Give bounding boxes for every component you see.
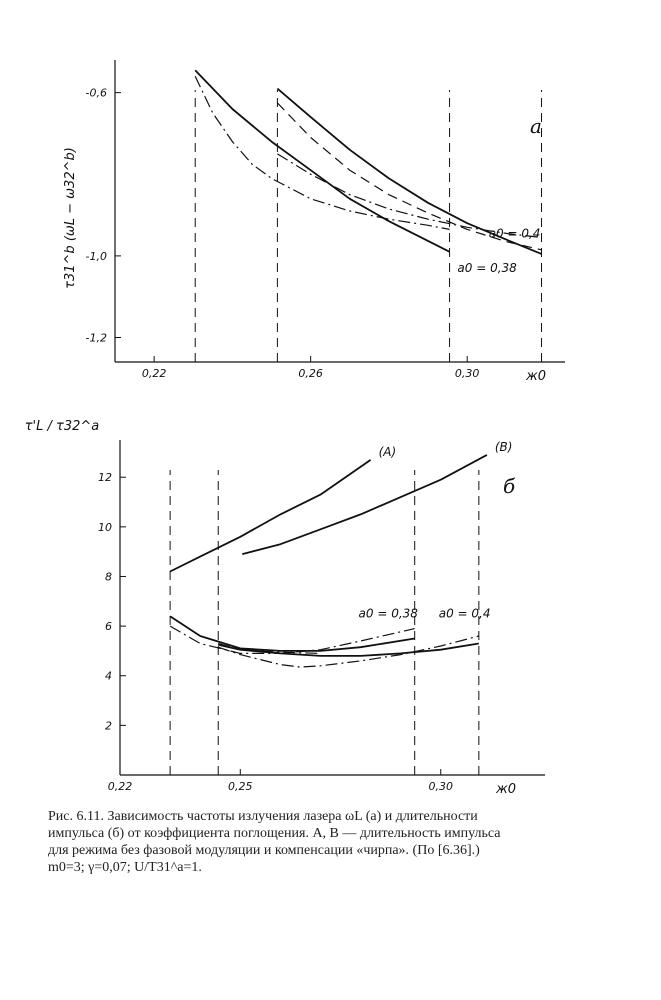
series-line-4 (170, 626, 415, 653)
panel-letter: б (503, 474, 516, 498)
y-tick-label: 10 (98, 520, 112, 534)
x-tick-label: 0,22 (141, 367, 167, 380)
curve-annotation: a0 = 0,38 (358, 606, 418, 621)
chart-panel-b (25, 419, 545, 797)
y-tick-label: -1,2 (85, 331, 107, 345)
series-line-1 (195, 70, 449, 252)
series-line-2 (195, 76, 449, 229)
y-axis-label: τ31^b (ωL − ω32^b) (63, 147, 78, 289)
caption-line-1: Рис. 6.11. Зависимость частоты излучения лазера ωL (a) и длительности (48, 809, 478, 824)
curve-annotation: a0 = 0,4 (438, 606, 491, 621)
y-tick-label: -1,0 (85, 249, 107, 263)
series-line-3 (170, 616, 415, 651)
x-tick-label: 0,22 (107, 780, 133, 793)
x-axis-label: ж0 (496, 782, 516, 797)
caption-line-2: импульса (б) от коэффициента поглощения. A, B — длительность импульса (48, 826, 501, 841)
series-line-5 (277, 154, 541, 238)
x-tick-label: 0,30 (428, 780, 454, 793)
figure-caption (48, 808, 608, 876)
y-tick-label: -0,6 (85, 86, 107, 100)
y-tick-label: 6 (105, 620, 112, 634)
series-line-2 (242, 455, 487, 554)
y-tick-label: 8 (105, 570, 112, 584)
curve-annotation: a0 = 0,4 (488, 226, 541, 241)
series-name-label: (A) (378, 444, 397, 459)
y-tick-label: 4 (105, 669, 112, 683)
caption-line-3: для режима без фазовой модуляции и компенсации «чирпа». (По [6.36].) (48, 843, 480, 858)
caption-line-4: m0=3; γ=0,07; U/T31^a=1. (48, 860, 202, 875)
series-name-label: (B) (494, 439, 513, 454)
x-tick-label: 0,30 (454, 367, 480, 380)
panel-letter: а (530, 114, 542, 138)
chart-panel-a (63, 60, 565, 384)
y-axis-label: τ'L / τ32^a (24, 419, 100, 434)
x-tick-label: 0,25 (228, 780, 253, 793)
x-axis-label: ж0 (526, 369, 546, 384)
curve-annotation: a0 = 0,38 (457, 261, 517, 276)
series-line-1 (170, 460, 371, 572)
y-tick-label: 12 (98, 471, 112, 485)
y-tick-label: 2 (105, 719, 112, 733)
x-tick-label: 0,26 (298, 367, 323, 380)
